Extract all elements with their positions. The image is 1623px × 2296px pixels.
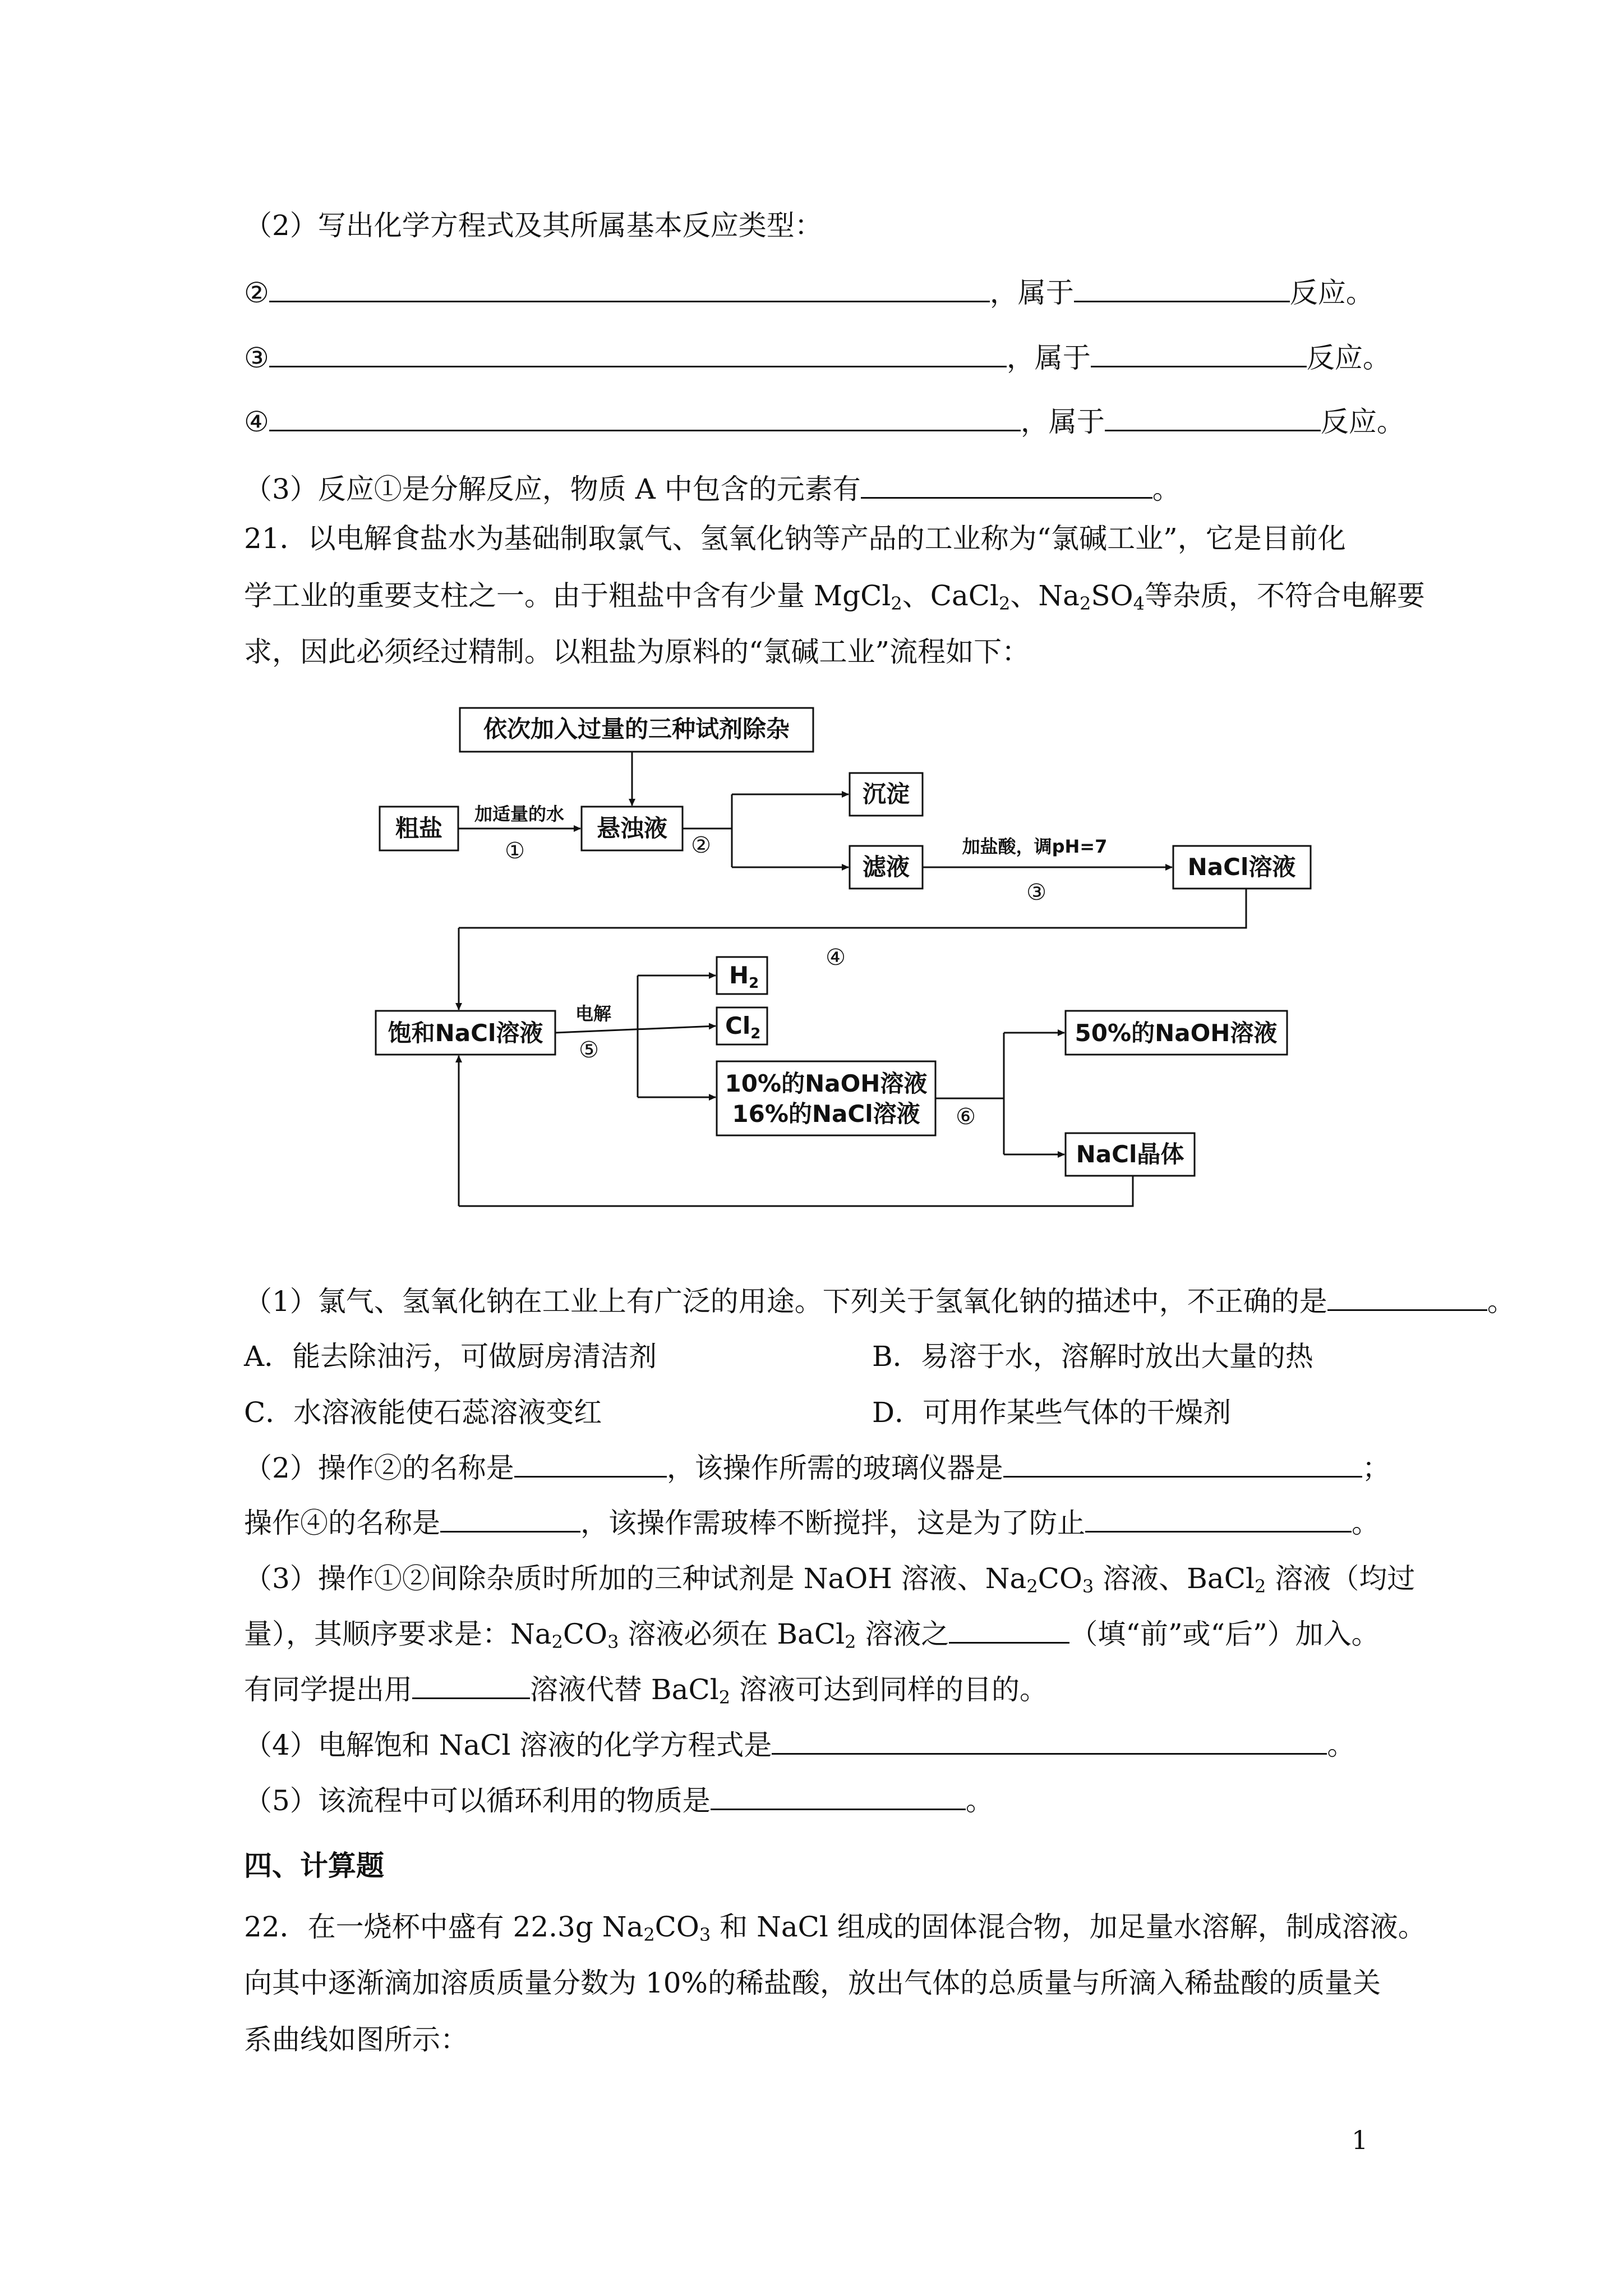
q21-p5-blank[interactable] [711,1784,966,1810]
q20-eq3-num: ③ [244,342,269,374]
q21-p2-glass-blank[interactable] [1003,1451,1362,1478]
q21-p5-line: （5）该流程中可以循环利用的物质是 。 [244,1784,994,1817]
label-nacl-solution: NaCl溶液 [1187,853,1296,881]
q21-p3-substitute-blank[interactable] [412,1673,530,1699]
q20-eq3-belongs: ，属于 [1006,342,1091,374]
step-5-marker: ⑤ [579,1037,599,1063]
label-crude-salt: 粗盐 [395,815,443,842]
label-mixture-nacl: 16%的NaCl溶液 [732,1100,920,1128]
q21-option-d: D．可用作某些气体的干燥剂 [872,1396,1232,1429]
label-add-water: 加适量的水 [474,803,565,825]
q20-eq3-reaction: 反应。 [1306,342,1391,374]
q20-eq2-reaction: 反应。 [1289,277,1374,309]
q21-option-b: B．易溶于水，溶解时放出大量的热 [872,1340,1313,1373]
q21-intro-2: 学工业的重要支柱之一。由于粗盐中含有少量 MgCl$_2$、CaCl$_2$、$Na_2SO_4$等杂质，不符合电解要 [244,579,1425,614]
label-naoh50: 50%的NaOH溶液 [1075,1019,1278,1047]
q22-line2: 向其中逐渐滴加溶质质量分数为 10%的稀盐酸，放出气体的总质量与所滴入稀盐酸的质量关 [244,1967,1381,1999]
q22-line3: 系曲线如图所示： [244,2023,468,2056]
label-nacl-crystal: NaCl晶体 [1076,1140,1184,1168]
label-h2: H2 [729,961,759,992]
q20-eq2-belongs: ，属于 [989,277,1074,309]
q21-intro-3: 求，因此必须经过精制。以粗盐为原料的“氯碱工业”流程如下： [244,636,1030,668]
q21-p3-line3: 有同学提出用 溶液代替 BaCl$_2$ 溶液可达到同样的目的。 [244,1673,1048,1708]
step-4-marker: ④ [826,945,846,970]
q21-p3-order-blank[interactable] [949,1617,1069,1644]
label-suspension: 悬浊液 [596,815,668,842]
q20-eq4-reaction: 反应。 [1320,406,1405,438]
q21-p2-op4-blank[interactable] [440,1506,580,1533]
q21-p3-line2: 量），其顺序要求是：$Na_2CO_3$ 溶液必须在 BaCl$_2$ 溶液之 （填“前”或“后”）加入。 [244,1618,1380,1653]
label-precipitate: 沉淀 [862,780,910,808]
label-saturated-nacl: 饱和NaCl溶液 [388,1019,543,1047]
q21-p2-line1: （2）操作②的名称是 ，该操作所需的玻璃仪器是 ； [244,1452,1390,1484]
q21-p2-op2-blank[interactable] [514,1451,667,1478]
label-add-acid: 加盐酸，调pH=7 [962,836,1108,857]
q20-part3-period: 。 [1152,473,1181,505]
q20-part3-text: （3）反应①是分解反应，物质 A 中包含的元素有 [244,473,861,505]
q21-p4-blank[interactable] [772,1728,1327,1755]
step-6-marker: ⑥ [956,1104,976,1130]
label-reagents: 依次加入过量的三种试剂除杂 [483,715,790,743]
q21-p1-line: （1）氯气、氢氧化钠在工业上有广泛的用途。下列关于氢氧化钠的描述中，不正确的是 。 [244,1285,1515,1318]
q20-part2: （2）写出化学方程式及其所属基本反应类型： [244,209,823,242]
q21-p2-line2: 操作④的名称是 ，该操作需玻棒不断搅拌，这是为了防止 。 [244,1507,1380,1539]
label-filtrate: 滤液 [862,853,910,881]
label-cl2: Cl2 [725,1012,761,1042]
q21-p2-prevent-blank[interactable] [1085,1506,1352,1533]
q21-p1-blank[interactable] [1327,1285,1487,1311]
label-electrolysis: 电解 [575,1003,612,1024]
q21-option-a: A．能去除油污，可做厨房清洁剂 [244,1340,657,1373]
q20-eq4-belongs: ，属于 [1020,406,1105,438]
section-4-heading: 四、计算题 [244,1849,384,1882]
step-1-marker: ① [505,838,525,864]
q21-option-c: C．水溶液能使石蕊溶液变红 [244,1396,602,1429]
page-number: 1 [1352,2125,1368,2155]
step-2-marker: ② [691,832,711,858]
q21-p1-text: （1）氯气、氢氧化钠在工业上有广泛的用途。下列关于氢氧化钠的描述中，不正确的是 [244,1285,1327,1318]
q22-line1: 22．在一烧杯中盛有 22.3g $Na_2CO_3$ 和 NaCl 组成的固体混合物，加足量水溶解，制成溶液。 [244,1911,1426,1945]
label-mixture-naoh: 10%的NaOH溶液 [725,1070,928,1097]
q20-eq4-num: ④ [244,406,269,438]
step-3-marker: ③ [1026,880,1046,905]
q21-intro-1: 21．以电解食盐水为基础制取氯气、氢氧化钠等产品的工业称为“氯碱工业”，它是目前化 [244,522,1346,555]
q21-p3-line1: （3）操作①②间除杂质时所加的三种试剂是 NaOH 溶液、$Na_2CO_3$ 溶液、BaCl$_2$ 溶液（均过 [244,1562,1415,1597]
q21-p4-line: （4）电解饱和 NaCl 溶液的化学方程式是 。 [244,1729,1355,1761]
q20-eq2-num: ② [244,277,269,309]
